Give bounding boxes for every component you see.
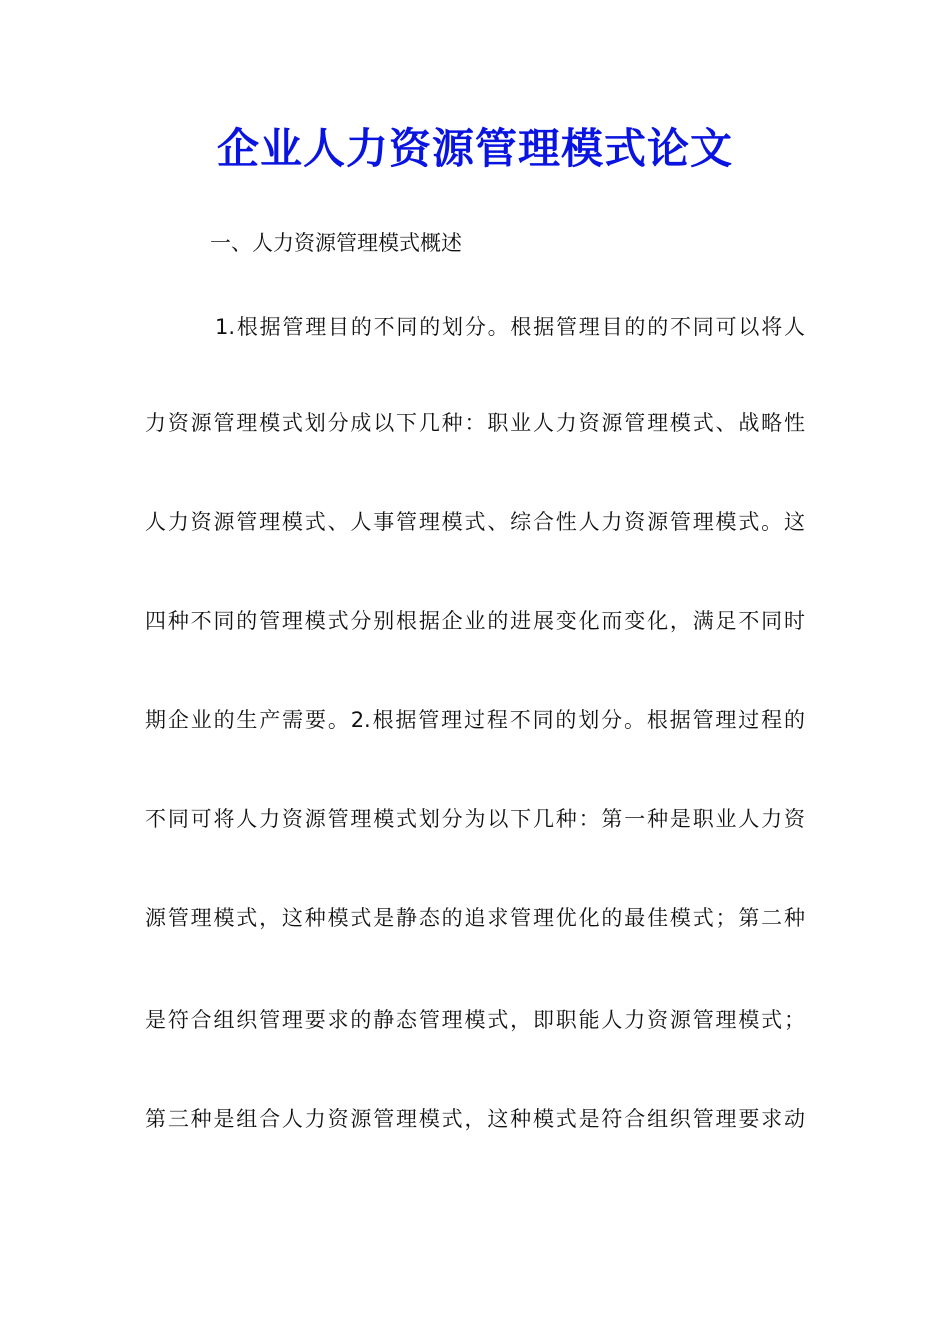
paragraph-line: 源管理模式，这种模式是静态的追求管理优化的最佳模式；第二种 <box>145 906 805 930</box>
paragraph-line: 不同可将人力资源管理模式划分为以下几种：第一种是职业人力资 <box>145 807 805 831</box>
paragraph-line: 1.根据管理目的不同的划分。根据管理目的的不同可以将人 <box>215 315 805 339</box>
paragraph-line: 四种不同的管理模式分别根据企业的进展变化而变化，满足不同时 <box>145 609 805 633</box>
paragraph-line: 第三种是组合人力资源管理模式，这种模式是符合组织管理要求动 <box>145 1107 805 1131</box>
paragraph-line: 人力资源管理模式、人事管理模式、综合性人力资源管理模式。这 <box>145 510 805 534</box>
paragraph-line: 是符合组织管理要求的静态管理模式，即职能人力资源管理模式； <box>145 1008 805 1032</box>
section-heading: 一、人力资源管理模式概述 <box>210 231 462 255</box>
paragraph-line: 期企业的生产需要。2.根据管理过程不同的划分。根据管理过程的 <box>145 708 805 732</box>
document-title: 企业人力资源管理模式论文 <box>216 124 733 173</box>
paragraph-line: 力资源管理模式划分成以下几种：职业人力资源管理模式、战略性 <box>145 411 805 435</box>
